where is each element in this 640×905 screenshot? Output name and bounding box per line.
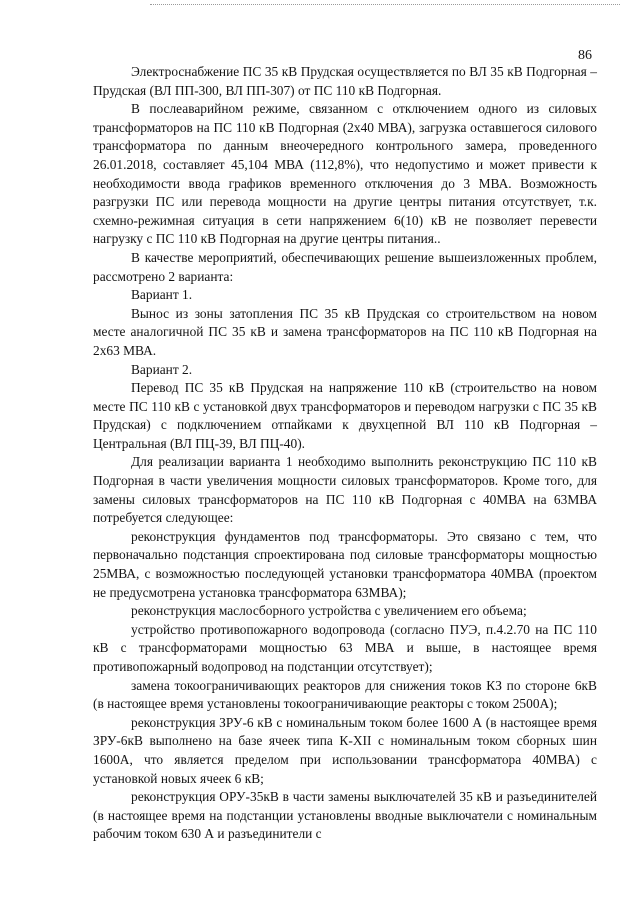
paragraph-variant-2-heading: Вариант 2. — [131, 361, 193, 377]
paragraph-variant-2-text: Перевод ПС 35 кВ Прудская на напряжение 110 кВ (строительство на новом месте ПС 110 кВ с установкой двух трансформаторов и переводом нагрузки с ПС 35 кВ Прудская) с подключением отпайками к двухцепной ВЛ 110 кВ Подгорная – Центральная (ВЛ ПЦ-39, ВЛ ПЦ-40). — [93, 380, 597, 451]
list-item-foundations: реконструкция фундаментов под трансформаторы. Это связано с тем, что первоначально подстанция спроектирована под силовые трансформаторы мощностью 25МВА, с возможностью последующей установки трансформатора 40МВА (проектом не предусмотрена установка трансформатора 63МВА); — [93, 528, 597, 600]
paragraph-variant-1-heading: Вариант 1. — [131, 287, 193, 303]
paragraph-variant-1-requirements: Для реализации варианта 1 необходимо выполнить реконструкцию ПС 110 кВ Подгорная в части увеличения мощности силовых трансформаторов. Кроме того, для замены силовых трансформаторов на ПС 110 кВ Подгорная с 40МВА на 63МВА потребуется следующее: — [93, 454, 597, 526]
list-item-oru-35kv: реконструкция ОРУ-35кВ в части замены выключателей 35 кВ и разъединителей (в настоящее время на подстанции установлены вводные выключатели с номинальным рабочим током 630 А и разъединители с — [93, 789, 597, 842]
list-item-reactors: замена токоограничивающих реакторов для снижения токов КЗ по стороне 6кВ (в настоящее время установлены токоограничивающие реакторы с током 2500А); — [93, 677, 597, 712]
paragraph-variant-1-text: Вынос из зоны затопления ПС 35 кВ Прудская со строительством на новом месте аналогичной ПС 35 кВ и замена трансформаторов на ПС 110 кВ Подгорная на 2х63 МВА. — [93, 305, 597, 358]
page-number: 86 — [578, 48, 592, 63]
paragraph-emergency-mode: В послеаварийном режиме, связанном с отключением одного из силовых трансформаторов на ПС 110 кВ Подгорная (2х40 МВА), загрузка оставшегося силового трансформатора по данным внеочередного контрольного замера, проведенного 26.01.2018, составляет 45,104 МВА (112,8%), что недопустимо и может привести к необходимости ввода графиков временного отключения до 3 МВА. Возможность разгрузки ПС или перевода мощности на другие центры питания отсутствует, т.к. схемно-режимная ситуация в сети напряжением 6(10) кВ не позволяет перевести нагрузку с ПС 110 кВ Подгорная на другие центры питания.. — [93, 101, 597, 247]
list-item-oil-collector: реконструкция маслосборного устройства с увеличением его объема; — [131, 603, 527, 619]
list-item-zru-6kv: реконструкция ЗРУ-6 кВ с номинальным током более 1600 А (в настоящее время ЗРУ-6кВ выполнено на базе ячеек типа К-XII с номинальным током сборных шин 1600А, что является пределом при использовании трансформатора 40МВА) с установкой новых ячеек 6 кВ; — [93, 714, 597, 786]
list-item-fire-water-supply: устройство противопожарного водопровода (согласно ПУЭ, п.4.2.70 на ПС 110 кВ с трансформаторами мощностью 63 МВА и выше, в настоящее время противопожарный водопровод на подстанции отсутствует); — [93, 621, 597, 674]
body-text — [93, 63, 597, 844]
paragraph-power-supply: Электроснабжение ПС 35 кВ Прудская осуществляется по ВЛ 35 кВ Подгорная – Прудская (ВЛ ПП-300, ВЛ ПП-307) от ПС 110 кВ Подгорная. — [93, 64, 597, 98]
scan-edge-line — [150, 4, 620, 5]
paragraph-measures-intro: В качестве мероприятий, обеспечивающих решение вышеизложенных проблем, рассмотрено 2 варианта: — [93, 249, 597, 284]
